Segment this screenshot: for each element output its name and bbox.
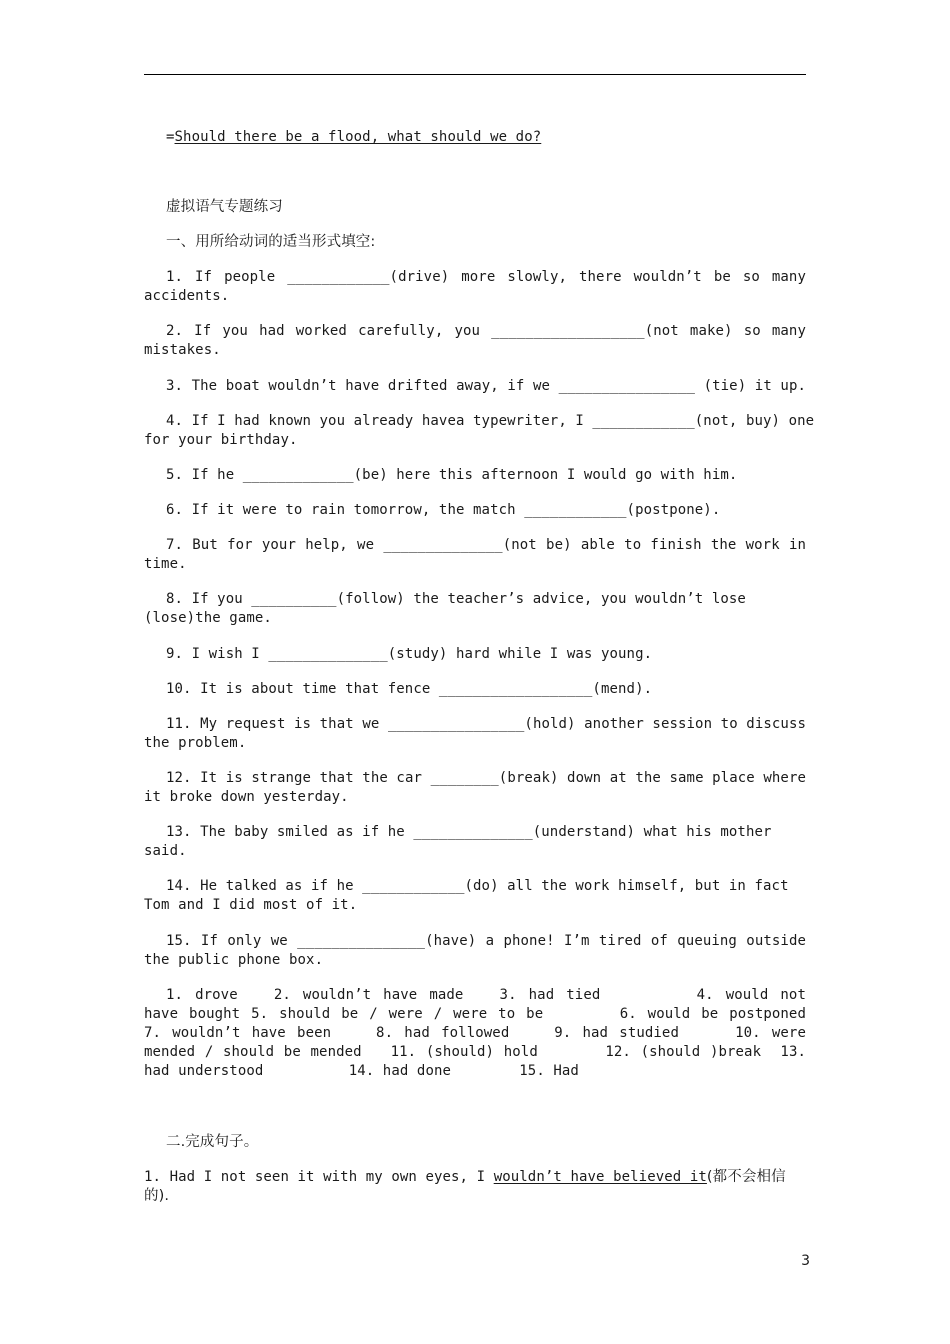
answer-line-4: mended / should be mended 11. (should) hold 12. (should )break 13. xyxy=(144,1044,806,1060)
intro-example xyxy=(144,128,806,147)
question-1-line-1: 1. If people ____________(drive) more slowly, there wouldn’t be so many xyxy=(166,269,806,285)
question-4-line-2: for your birthday. xyxy=(144,432,298,448)
answer-line-2: have bought 5. should be / were / were to be 6. would be postponed xyxy=(144,1006,806,1022)
part2-question-1-line-2: 的). xyxy=(144,1188,170,1204)
question-10-line-1: 10. It is about time that fence __________________(mend). xyxy=(166,681,653,697)
part2-question-1-line-1 xyxy=(144,1168,806,1187)
question-9-line-1: 9. I wish I ______________(study) hard while I was young. xyxy=(166,646,653,662)
question-6-line-1: 6. If it were to rain tomorrow, the match ____________(postpone). xyxy=(166,502,721,518)
question-5-line-1: 5. If he _____________(be) here this afternoon I would go with him. xyxy=(166,467,738,483)
question-8-line-2: (lose)the game. xyxy=(144,610,272,626)
header-rule xyxy=(144,74,806,75)
question-14-line-1: 14. He talked as if he ____________(do) all the work himself, but in fact xyxy=(166,878,789,894)
part2-title: 二.完成句子。 xyxy=(166,1134,259,1150)
question-12-line-1: 12. It is strange that the car ________(break) down at the same place where xyxy=(166,770,806,786)
page-number: 3 xyxy=(801,1253,810,1269)
question-2-line-2: mistakes. xyxy=(144,342,221,358)
part1-title: 一、用所给动词的适当形式填空: xyxy=(166,234,376,250)
answer-line-5: had understood 14. had done 15. Had xyxy=(144,1063,579,1079)
part2-q1-answer: wouldn’t have believed it xyxy=(493,1169,707,1185)
answer-line-3: 7. wouldn’t have been 8. had followed 9. had studied 10. were xyxy=(144,1025,806,1041)
question-11-line-1: 11. My request is that we ________________(hold) another session to discuss xyxy=(166,716,806,732)
question-14-line-2: Tom and I did most of it. xyxy=(144,897,358,913)
question-2-line-1: 2. If you had worked carefully, you __________________(not make) so many xyxy=(166,323,806,339)
part2-q1-prefix: 1. Had I not seen it with my own eyes, I xyxy=(144,1169,494,1185)
question-15-line-2: the public phone box. xyxy=(144,952,324,968)
question-11-line-2: the problem. xyxy=(144,735,247,751)
question-7-line-1: 7. But for your help, we ______________(not be) able to finish the work in xyxy=(166,537,806,553)
question-3-line-1: 3. The boat wouldn’t have drifted away, if we ________________ (tie) it up. xyxy=(166,378,806,394)
question-7-line-2: time. xyxy=(144,556,187,572)
question-13-line-2: said. xyxy=(144,843,187,859)
question-15-line-1: 15. If only we _______________(have) a phone! I’m tired of queuing outside xyxy=(166,933,806,949)
intro-example-text: Should there be a flood, what should we do? xyxy=(174,129,542,145)
question-1-line-2: accidents. xyxy=(144,288,230,304)
part2-q1-suffix: (都不会相信 xyxy=(706,1169,786,1185)
answer-line-1: 1. drove 2. wouldn’t have made 3. had tied 4. would not xyxy=(166,987,806,1003)
question-12-line-2: it broke down yesterday. xyxy=(144,789,349,805)
section-title: 虚拟语气专题练习 xyxy=(166,199,283,215)
intro-prefix: = xyxy=(166,129,175,145)
question-8-line-1: 8. If you __________(follow) the teacher’s advice, you wouldn’t lose xyxy=(166,591,746,607)
question-4-line-1: 4. If I had known you already havea typewriter, I ____________(not, buy) one xyxy=(166,413,815,429)
question-13-line-1: 13. The baby smiled as if he ______________(understand) what his mother xyxy=(166,824,772,840)
